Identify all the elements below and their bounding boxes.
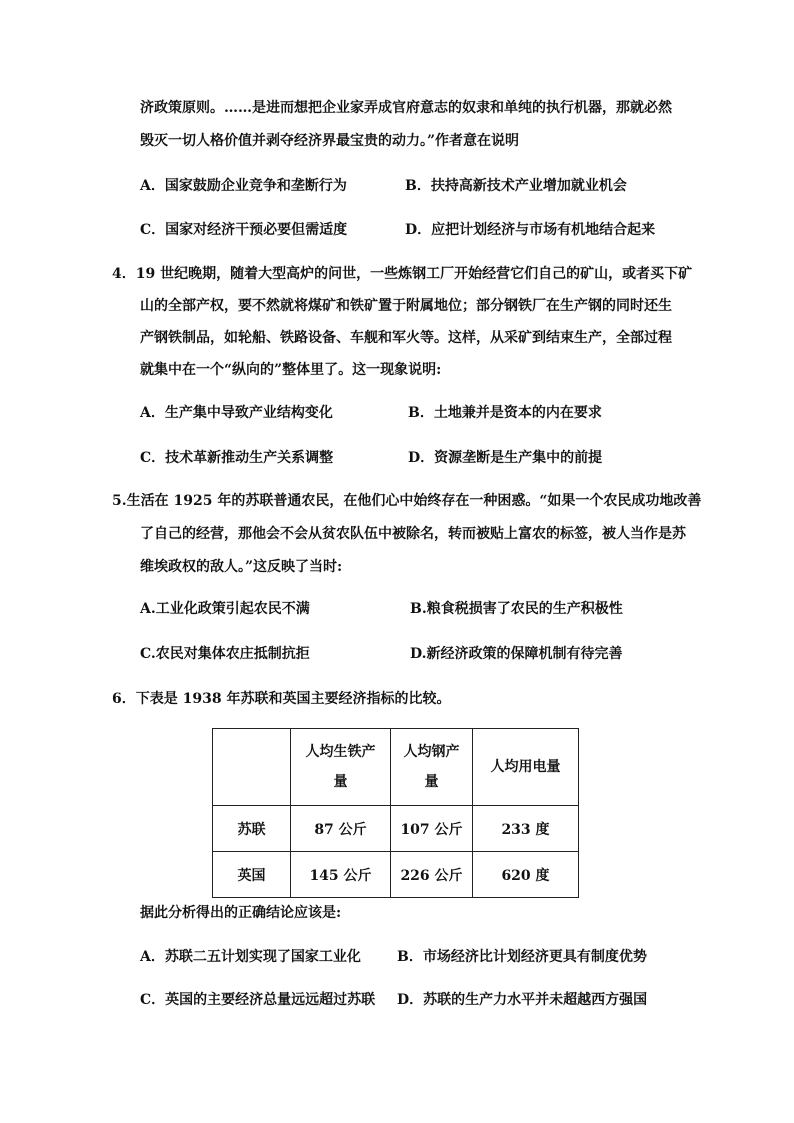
- q5-stem-line-1: 5.生活在 1925 年的苏联普通农民，在他们心中始终存在一种困惑。“如果一个农民成功地改善: [112, 493, 702, 509]
- table-row-label: 苏联: [213, 806, 291, 852]
- table-row: [213, 806, 579, 852]
- comparison-table: [212, 728, 579, 898]
- header-line: 人均生铁产: [305, 744, 376, 760]
- q4-option-a: A．生产集中导致产业结构变化: [140, 405, 333, 421]
- q5-option-c: C.农民对集体农庄抵制抗拒: [140, 646, 310, 662]
- q4-stem-line-2: 山的全部产权，要不然就将煤矿和铁矿置于附属地位；部分钢铁厂在生产钢的同时还生: [140, 298, 672, 314]
- table-row: [213, 852, 579, 898]
- table-cell: 145 公斤: [291, 852, 391, 898]
- q6-stem: 6．下表是 1938 年苏联和英国主要经济指标的比较。: [112, 691, 451, 707]
- q3-option-b: B．扶持高新技术产业增加就业机会: [405, 178, 627, 194]
- q5-option-d: D.新经济政策的保障机制有待完善: [410, 646, 623, 662]
- header-line: 量: [424, 774, 439, 790]
- table-cell: 233 度: [473, 806, 579, 852]
- table-cell: 107 公斤: [391, 806, 473, 852]
- q5-option-b: B.粮食税损害了农民的生产积极性: [410, 601, 623, 617]
- q4-stem-line-3: 产钢铁制品，如轮船、铁路设备、车舰和军火等。这样，从采矿到结束生产，全部过程: [140, 330, 672, 346]
- table-cell: 620 度: [473, 852, 579, 898]
- header-line: 量: [333, 774, 348, 790]
- table-header-cell: [291, 729, 391, 806]
- q3-text-line-1: 济政策原则。……是进而想把企业家弄成官府意志的奴隶和单纯的执行机器，那就必然: [140, 100, 672, 116]
- header-line: 人均用电量: [490, 759, 561, 775]
- q6-prompt: 据此分析得出的正确结论应该是:: [140, 905, 342, 921]
- q4-option-c: C．技术革新推动生产关系调整: [140, 450, 334, 466]
- q4-stem-line-1: 4．19 世纪晚期，随着大型高炉的问世，一些炼钢工厂开始经营它们自己的矿山，或者买下矿: [112, 266, 693, 282]
- q4-option-d: D．资源垄断是生产集中的前提: [408, 450, 603, 466]
- table-cell: 226 公斤: [391, 852, 473, 898]
- table-header-empty: [213, 729, 291, 806]
- q6-option-c: C．英国的主要经济总量远远超过苏联: [140, 992, 376, 1008]
- q6-option-b: B．市场经济比计划经济更具有制度优势: [397, 949, 647, 965]
- header-line: 人均钢产: [403, 744, 460, 760]
- q3-option-d: D．应把计划经济与市场有机地结合起来: [405, 222, 656, 238]
- q4-option-b: B．土地兼并是资本的内在要求: [408, 405, 602, 421]
- table-row-label: 英国: [213, 852, 291, 898]
- q6-option-a: A．苏联二五计划实现了国家工业化: [140, 949, 361, 965]
- q3-text-line-2: 毁灭一切人格价值并剥夺经济界最宝贵的动力。”作者意在说明: [140, 133, 520, 149]
- q4-stem-line-4: 就集中在一个“纵向的”整体里了。这一现象说明:: [140, 362, 442, 378]
- table-header-cell: [473, 729, 579, 806]
- table-header-cell: [391, 729, 473, 806]
- q5-stem-line-2: 了自己的经营，那他会不会从贫农队伍中被除名，转而被贴上富农的标签，被人当作是苏: [140, 526, 686, 542]
- q5-stem-line-3: 维埃政权的敌人。”这反映了当时:: [140, 559, 343, 575]
- q5-option-a: A.工业化政策引起农民不满: [140, 601, 310, 617]
- table-header-row: [213, 729, 579, 806]
- q3-option-a: A．国家鼓励企业竞争和垄断行为: [140, 178, 347, 194]
- table-cell: 87 公斤: [291, 806, 391, 852]
- q3-option-c: C．国家对经济干预必要但需适度: [140, 222, 348, 238]
- q6-option-d: D．苏联的生产力水平并未超越西方强国: [397, 992, 648, 1008]
